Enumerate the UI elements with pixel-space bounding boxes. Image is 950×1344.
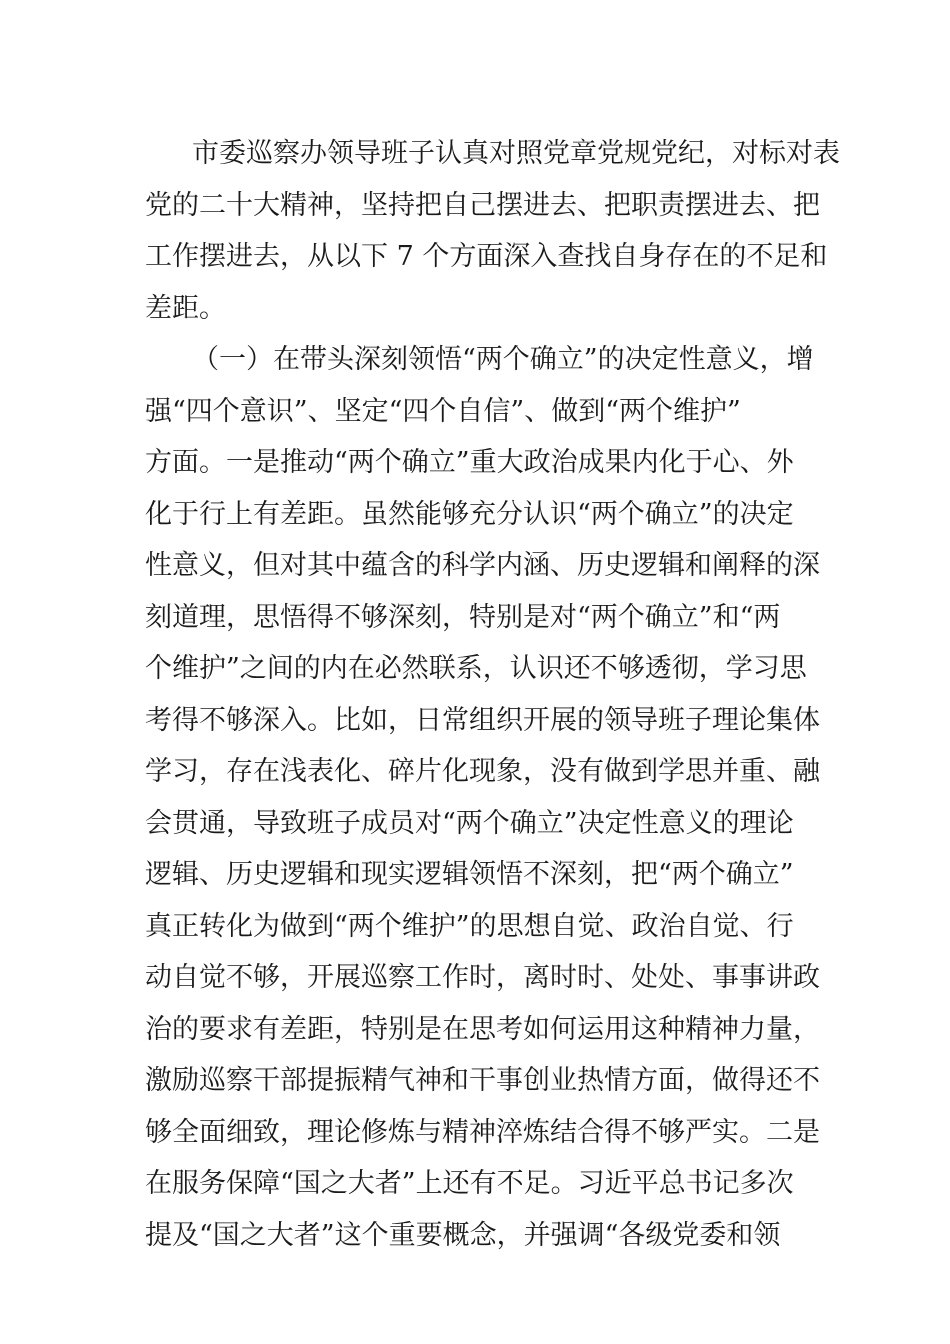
text-line: 考得不够深入。比如，日常组织开展的领导班子理论集体: [145, 704, 820, 736]
text-line: 性意义，但对其中蕴含的科学内涵、历史逻辑和阐释的深: [145, 550, 820, 581]
paragraph-1: [145, 128, 840, 334]
text-line: 真正转化为做到“两个维护”的思想自觉、政治自觉、行: [145, 910, 794, 942]
document-body: [145, 128, 840, 1261]
text-line: 党的二十大精神，坚持把自己摆进去、把职责摆进去、把: [145, 189, 820, 221]
text-line: 方面。一是推动“两个确立”重大政治成果内化于心、外: [145, 447, 794, 478]
text-line: 治的要求有差距，特别是在思考如何运用这种精神力量，: [145, 1013, 820, 1045]
text-line: 够全面细致，理论修炼与精神淬炼结合得不够严实。二是: [145, 1116, 820, 1148]
text-line: （一）在带头深刻领悟“两个确立”的决定性意义，增: [192, 344, 814, 375]
paragraph-2: [145, 334, 820, 1261]
text-line: 个维护”之间的内在必然联系，认识还不够透彻，学习思: [145, 653, 807, 684]
text-line: 逻辑、历史逻辑和现实逻辑领悟不深刻，把“两个确立”: [145, 859, 794, 890]
text-line: 市委巡察办领导班子认真对照党章党规党纪，对标对表: [192, 138, 840, 169]
text-line: 学习，存在浅表化、碎片化现象，没有做到学思并重、融: [145, 756, 820, 787]
text-line: 会贯通，导致班子成员对“两个确立”决定性意义的理论: [145, 807, 794, 839]
text-line: 在服务保障“国之大者”上还有不足。习近平总书记多次: [145, 1168, 794, 1199]
text-line: 提及“国之大者”这个重要概念，并强调“各级党委和领: [145, 1219, 781, 1251]
text-line: 强“四个意识”、坚定“四个自信”、做到“两个维护”: [145, 395, 741, 427]
text-line: 动自觉不够，开展巡察工作时，离时时、处处、事事讲政: [145, 962, 820, 993]
text-line: 化于行上有差距。虽然能够充分认识“两个确立”的决定: [145, 498, 794, 530]
text-line: 差距。: [145, 292, 226, 324]
text-line: 工作摆进去，从以下 7 个方面深入查找自身存在的不足和: [145, 241, 828, 272]
text-line: 激励巡察干部提振精气神和干事创业热情方面，做得还不: [145, 1065, 820, 1096]
text-line: 刻道理，思悟得不够深刻，特别是对“两个确立”和“两: [145, 601, 781, 633]
